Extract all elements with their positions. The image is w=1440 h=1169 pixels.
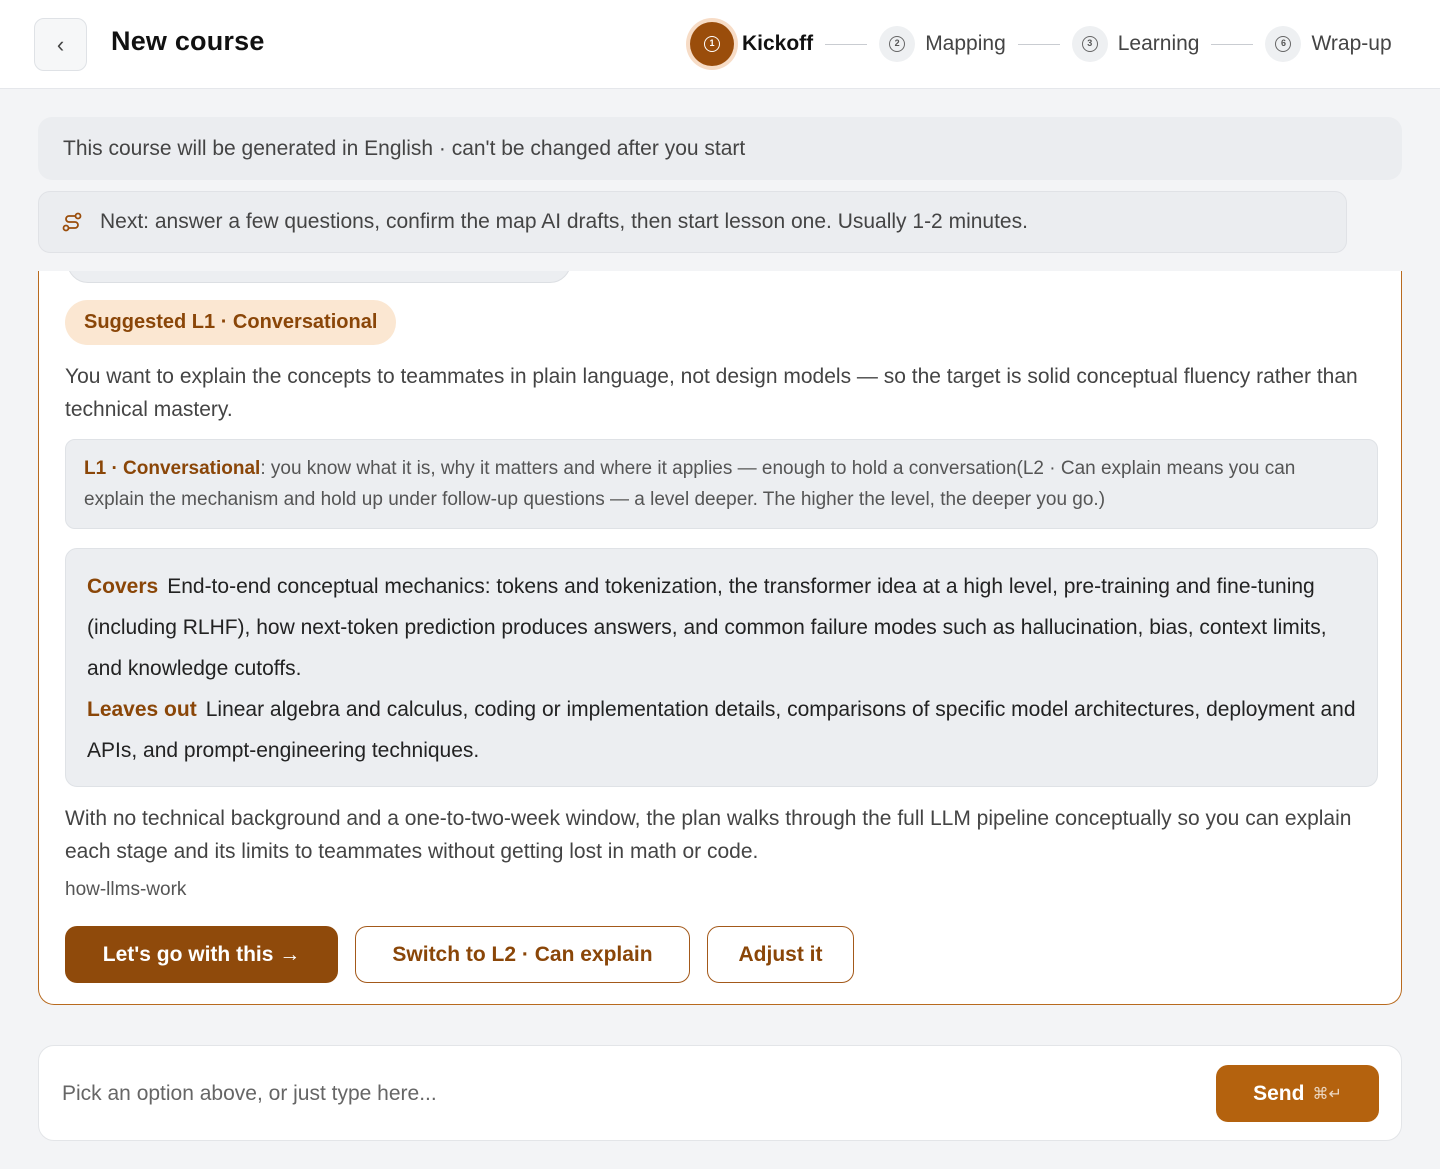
step-number-icon: 3	[1072, 26, 1108, 62]
step-number-icon: 2	[879, 26, 915, 62]
covers-label: Covers	[87, 575, 159, 598]
step-connector	[1211, 44, 1253, 45]
course-slug: how-llms-work	[65, 879, 187, 900]
action-buttons	[65, 926, 854, 983]
step-kickoff[interactable]	[690, 22, 813, 66]
route-icon	[61, 211, 83, 233]
leaves-out-label: Leaves out	[87, 698, 197, 721]
covers-section	[87, 566, 1356, 689]
send-button[interactable]	[1216, 1065, 1379, 1122]
scope-summary	[65, 548, 1378, 787]
step-connector	[825, 44, 867, 45]
suggested-level-badge: Suggested L1 · Conversational	[65, 300, 396, 345]
step-mapping[interactable]	[879, 26, 1006, 62]
level-name: L1 · Conversational	[84, 458, 261, 479]
page-title: New course	[111, 26, 265, 56]
plan-summary: With no technical background and a one-to-two-week window, the plan walks through the full LLM pipeline conceptually so you can explain each stage and its limits to teammates without getting lost in math or code.	[65, 807, 1352, 863]
covers-text: End-to-end conceptual mechanics: tokens and tokenization, the transformer idea at a high level, pre-training and fine-tuning (including RLHF), how next-token prediction produces answers, and common failure modes such as hallucination, bias, context limits, and knowledge cutoffs.	[87, 575, 1327, 680]
step-label: Mapping	[925, 32, 1006, 55]
top-header	[0, 0, 1440, 89]
language-banner	[38, 117, 1402, 180]
level-explanation	[65, 439, 1378, 529]
step-number-icon: 1	[690, 22, 734, 66]
back-button[interactable]	[34, 18, 87, 71]
progress-stepper	[690, 22, 1392, 66]
send-shortcut: ⌘↵	[1312, 1085, 1342, 1103]
step-label: Wrap-up	[1311, 32, 1392, 55]
leaves-out-section	[87, 689, 1356, 771]
accept-level-button[interactable]: Let's go with this →	[65, 926, 338, 983]
leaves-out-text: Linear algebra and calculus, coding or implementation details, comparisons of specific model architectures, deployment and APIs, and prompt-engineering techniques.	[87, 698, 1356, 762]
step-learning[interactable]	[1072, 26, 1200, 62]
next-steps-text: Next: answer a few questions, confirm the map AI drafts, then start lesson one. Usually 1-2 minutes.	[100, 210, 1028, 233]
level-rationale: You want to explain the concepts to teammates in plain language, not design models — so the target is solid conceptual fluency rather than technical mastery.	[65, 365, 1358, 421]
next-steps-banner	[38, 191, 1347, 253]
previous-message-pill	[67, 271, 571, 283]
adjust-button[interactable]: Adjust it	[707, 926, 854, 983]
chevron-left-icon: ‹	[56, 31, 65, 57]
step-label: Kickoff	[742, 32, 814, 55]
step-wrap-up[interactable]	[1265, 26, 1391, 62]
level-description: : you know what it is, why it matters and where it applies — enough to hold a conversation(L2 · Can explain means you can explain the mechanism and hold up under follow-up questions — a level deeper. The higher the level, the deeper you go.)	[84, 458, 1296, 510]
send-label: Send	[1253, 1081, 1305, 1105]
level-proposal-card	[38, 271, 1402, 1005]
step-connector	[1018, 44, 1060, 45]
switch-level-button[interactable]: Switch to L2 · Can explain	[355, 926, 690, 983]
step-number-icon: 6	[1265, 26, 1301, 62]
message-input[interactable]	[62, 1076, 1162, 1112]
language-notice: This course will be generated in English · can't be changed after you start	[63, 136, 746, 160]
step-label: Learning	[1117, 32, 1200, 55]
message-composer	[38, 1045, 1402, 1141]
